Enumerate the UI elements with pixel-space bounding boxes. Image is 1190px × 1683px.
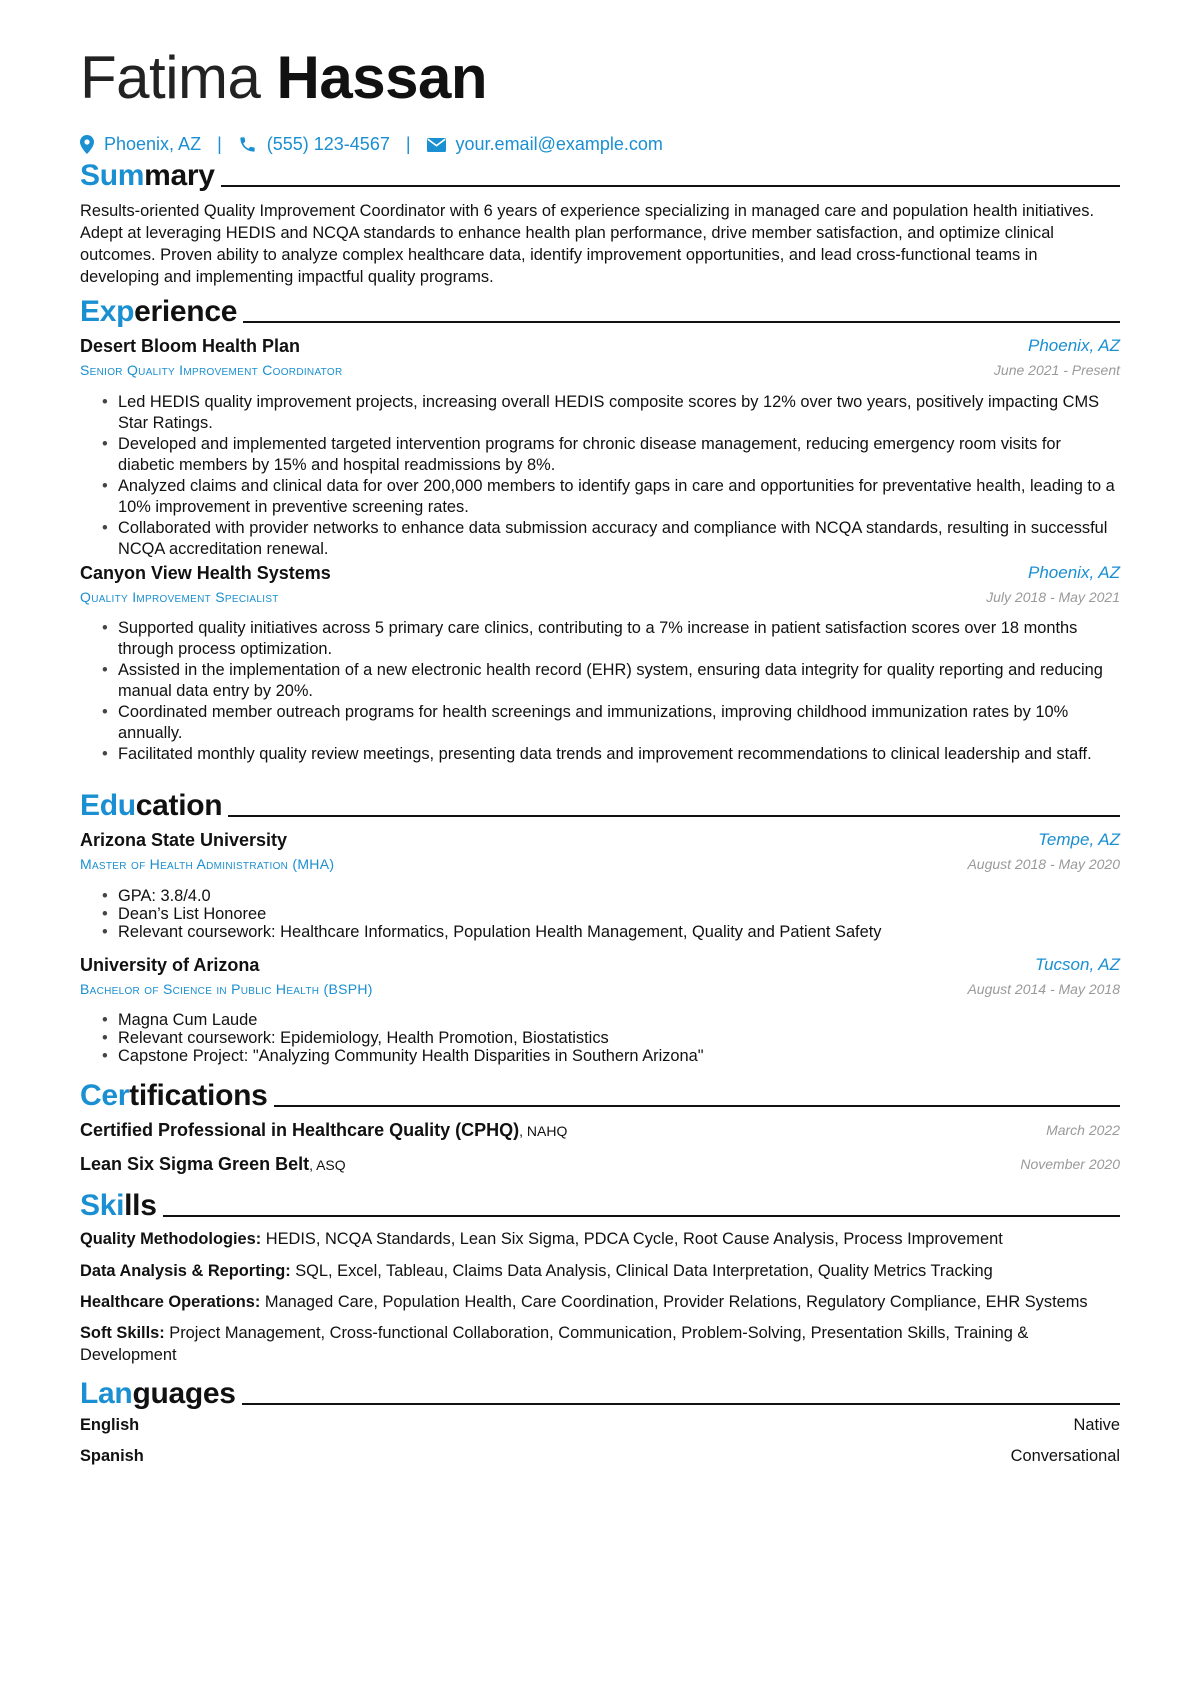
section-title-highlight: Edu [80,789,136,822]
section-certifications-title [80,1078,1120,1114]
section-title-rest: cation [135,789,223,822]
bullet-item: • Led HEDIS quality improvement projects, increasing overall HEDIS composite scores by 12% over two years, positively impacting CMS Star Ratings. [102,392,1120,434]
section-rule [228,815,1120,817]
language-row [80,1447,1120,1471]
education-bullets [102,1011,1120,1065]
bullet-item: • Capstone Project: "Analyzing Community Health Disparities in Southern Arizona" [102,1047,1120,1065]
employer-name: Desert Bloom Health Plan [80,336,301,356]
bullet-item: • Relevant coursework: Epidemiology, Health Promotion, Biostatistics [102,1029,1120,1047]
school-location: Tucson, AZ [1034,955,1120,974]
phone-text: (555) 123-4567 [266,134,390,154]
section-experience-title [80,294,1120,330]
section-title-highlight: Lan [80,1377,133,1410]
summary-text: Results-oriented Quality Improvement Coordinator with 6 years of experience specializing in managed care and population health initiatives. Adept at leveraging HEDIS and NCQA standards to enhance health plan performance, drive member satisfaction, and optimize clinical outcomes. Proven ability to analyze complex healthcare data, identify improvement opportunities, and lead cross-functional teams in developing and implementing impactful quality programs. [80,202,1095,286]
education-bullets [102,887,1120,941]
job-title: Senior Quality Improvement Coordinator [80,362,343,378]
contact-separator: | [405,134,411,154]
certification-issuer: , NAHQ [519,1123,568,1139]
skill-category: Soft Skills: [80,1324,165,1342]
section-rule [243,321,1120,323]
skill-category: Data Analysis & Reporting: [80,1262,291,1280]
section-title-rest: mary [144,159,215,192]
bullet-item: • Coordinated member outreach programs for health screenings and immunizations, improving childhood immunization rates by 10% annually. [102,702,1120,744]
skill-list: HEDIS, NCQA Standards, Lean Six Sigma, PDCA Cycle, Root Cause Analysis, Process Improvement [261,1230,1003,1248]
contact-location [80,134,201,155]
certification-item [80,1154,1120,1178]
section-rule [163,1215,1120,1217]
section-title-highlight: Cer [80,1079,130,1112]
section-education-title [80,788,1120,824]
section-title-rest: tifications [129,1079,268,1112]
bullet-item: • Dean’s List Honoree [102,905,1120,923]
school-name: Arizona State University [80,830,288,850]
language-level: Native [1073,1416,1120,1434]
bullet-item: • Supported quality initiatives across 5 primary care clinics, contributing to a 7% increase in patient satisfaction scores over 18 months through process optimization. [102,618,1120,660]
email-link: your.email@example.com [455,134,663,154]
skill-row [80,1322,1120,1366]
bullet-item: • Analyzed claims and clinical data for over 200,000 members to identify gaps in care and opportunities for preventative health, leading to a 10% improvement in preventive screening rates. [102,476,1120,518]
skill-row [80,1260,1120,1282]
experience-bullets [102,392,1120,560]
first-name: Fatima [80,44,261,111]
section-rule [221,185,1120,187]
section-languages-title [80,1376,1120,1412]
skill-row [80,1291,1120,1313]
skill-list: Managed Care, Population Health, Care Coordination, Provider Relations, Regulatory Compliance, EHR Systems [260,1293,1088,1311]
section-title-highlight: Ski [80,1189,125,1222]
language-name: Spanish [80,1447,144,1465]
section-rule [274,1105,1120,1107]
language-level: Conversational [1010,1447,1120,1465]
degree: Master of Health Administration (MHA) [80,856,335,872]
experience-bullets [102,618,1120,765]
envelope-icon [427,138,446,152]
skill-list: Project Management, Cross-functional Collaboration, Communication, Problem-Solving, Presentation Skills, Training & Development [80,1324,1029,1364]
candidate-name [80,38,487,118]
bullet-item: • Assisted in the implementation of a new electronic health record (EHR) system, ensuring data integrity for quality reporting and reducing manual data entry by 20%. [102,660,1120,702]
section-title-rest: erience [134,295,238,328]
location-text: Phoenix, AZ [104,134,202,154]
section-title-rest: lls [124,1189,157,1222]
skill-category: Healthcare Operations: [80,1293,261,1311]
education-dates: August 2018 - May 2020 [967,856,1120,872]
skill-category: Quality Methodologies: [80,1230,262,1248]
education-dates: August 2014 - May 2018 [967,981,1120,997]
school-location: Tempe, AZ [1038,830,1120,849]
contact-separator: | [217,134,222,154]
school-name: University of Arizona [80,955,260,975]
certification-name: Lean Six Sigma Green Belt [80,1154,310,1174]
section-summary-title [80,158,1120,194]
section-title-rest: guages [132,1377,236,1410]
employer-name: Canyon View Health Systems [80,563,331,583]
certification-date: March 2022 [1046,1122,1120,1138]
skill-row [80,1228,1120,1250]
section-title-highlight: Sum [80,159,145,192]
employer-location: Phoenix, AZ [1028,336,1120,355]
map-marker-icon [80,135,94,154]
bullet-item: • Magna Cum Laude [102,1011,1120,1029]
certification-name: Certified Professional in Healthcare Quality (CPHQ) [80,1120,520,1140]
section-rule [242,1403,1120,1405]
job-title: Quality Improvement Specialist [80,589,279,605]
last-name: Hassan [276,44,488,111]
degree: Bachelor of Science in Public Health (BSPH) [80,981,373,997]
employer-location: Phoenix, AZ [1028,563,1120,582]
bullet-item: • Developed and implemented targeted intervention programs for chronic disease management, reducing emergency room visits for diabetic members by 15% and hospital readmissions by 8%. [102,434,1120,476]
job-dates: June 2021 - Present [993,362,1120,378]
contact-email[interactable] [427,134,663,155]
skill-list: SQL, Excel, Tableau, Claims Data Analysis, Clinical Data Interpretation, Quality Metrics Tracking [290,1262,993,1280]
section-skills-title [80,1188,1120,1224]
phone-icon [238,135,257,154]
job-dates: July 2018 - May 2021 [986,589,1120,605]
certification-date: November 2020 [1020,1156,1120,1172]
bullet-item: • Collaborated with provider networks to enhance data submission accuracy and compliance with NCQA standards, resulting in successful NCQA accreditation renewal. [102,518,1120,560]
certification-issuer: , ASQ [309,1157,346,1173]
bullet-item: • GPA: 3.8/4.0 [102,887,1120,905]
language-row [80,1416,1120,1440]
bullet-item: • Relevant coursework: Healthcare Informatics, Population Health Management, Quality and Patient Safety [102,923,1120,941]
bullet-item: • Facilitated monthly quality review meetings, presenting data trends and improvement recommendations to clinical leadership and staff. [102,744,1120,765]
section-title-highlight: Exp [80,295,135,328]
contact-line [80,134,663,155]
contact-phone[interactable] [238,134,390,155]
certification-item [80,1120,1120,1144]
language-name: English [80,1416,140,1434]
